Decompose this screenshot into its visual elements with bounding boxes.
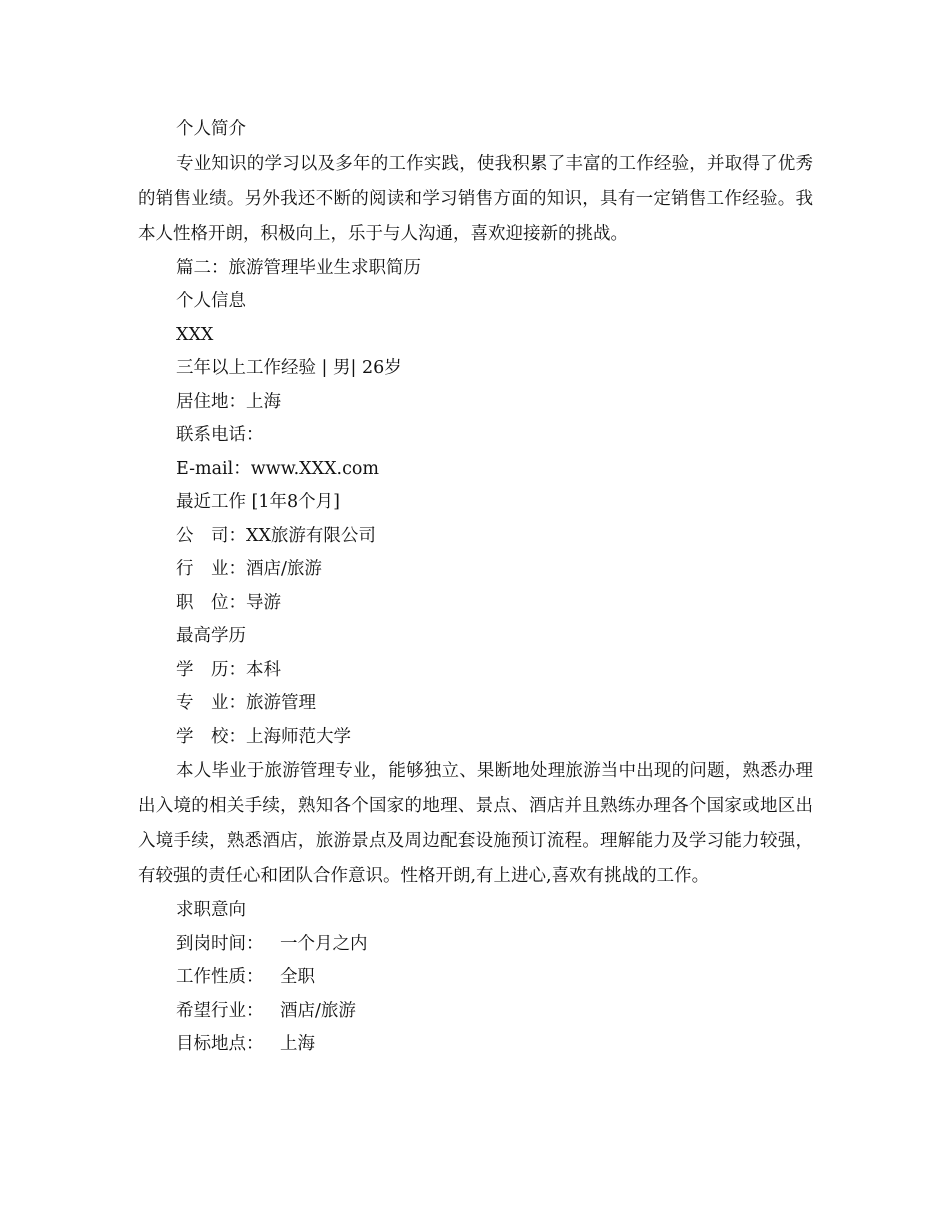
intention-label: 目标地点： (176, 1034, 264, 1054)
intention-label: 到岗时间： (176, 933, 264, 954)
intention-value: 酒店/旅游 (280, 1000, 356, 1021)
candidate-name: XXX (176, 324, 214, 345)
job-intention-heading: 求职意向 (176, 900, 246, 920)
intro-heading: 个人简介 (176, 119, 246, 139)
intention-row (138, 995, 813, 1029)
intention-label: 工作性质： (176, 967, 264, 987)
section-title: 篇二：旅游管理毕业生求职简历 (176, 257, 421, 278)
phone: 联系电话： (176, 425, 264, 445)
recent-work-heading: 最近工作 [1年8个月] (176, 492, 340, 512)
candidate-summary: 三年以上工作经验 | 男| 26岁 (176, 358, 402, 378)
education-heading: 最高学历 (176, 626, 246, 646)
resume-document (138, 113, 813, 1062)
industry: 行 业：酒店/旅游 (176, 559, 322, 579)
residence: 居住地：上海 (176, 391, 281, 412)
email: E-mail：www.XXX.com (176, 458, 380, 479)
major: 专 业：旅游管理 (176, 693, 316, 713)
intention-value: 一个月之内 (280, 933, 368, 954)
intention-value: 全职 (280, 967, 315, 987)
personal-info-heading: 个人信息 (176, 291, 246, 311)
company: 公 司：XX旅游有限公司 (176, 525, 376, 546)
degree: 学 历：本科 (176, 659, 281, 680)
intention-row (138, 961, 813, 995)
intention-row (138, 928, 813, 962)
self-introduction: 本人毕业于旅游管理专业，能够独立、果断地处理旅游当中出现的问题，熟悉办理出入境的相关手续，熟知各个国家的地理、景点、酒店并且熟练办理各个国家或地区出入境手续，熟悉酒店，旅游景点及周边配套设施预订流程。理解能力及学习能力较强，有较强的责任心和团队合作意识。性格开朗,有上进心,喜欢有挑战的工作。 (138, 761, 813, 886)
intention-row (138, 1028, 813, 1062)
school: 学 校：上海师范大学 (176, 726, 351, 747)
intention-value: 上海 (280, 1034, 315, 1054)
position: 职 位：导游 (176, 592, 281, 613)
intro-paragraph: 专业知识的学习以及多年的工作实践，使我积累了丰富的工作经验，并取得了优秀的销售业绩。另外我还不断的阅读和学习销售方面的知识，具有一定销售工作经验。我本人性格开朗，积极向上，乐于与人沟通，喜欢迎接新的挑战。 (138, 153, 813, 244)
intention-label: 希望行业： (176, 1000, 264, 1021)
